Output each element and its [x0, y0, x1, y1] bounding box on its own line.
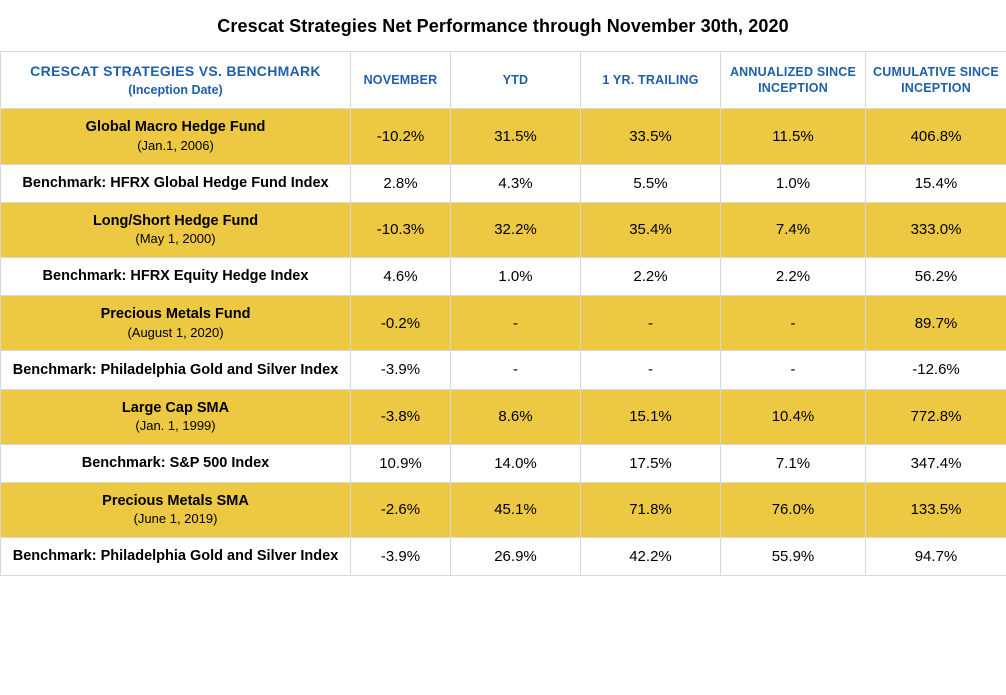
cell-annualized: 11.5%	[721, 109, 866, 164]
cell-1yr-trailing: -	[581, 351, 721, 389]
cell-ytd: 8.6%	[451, 389, 581, 444]
row-name	[1, 257, 351, 295]
cell-1yr-trailing: 5.5%	[581, 164, 721, 202]
column-header-strategy-label: CRESCAT STRATEGIES VS. BENCHMARK	[30, 63, 321, 79]
row-inception-date: (Jan. 1, 1999)	[135, 418, 216, 434]
cell-ytd: 31.5%	[451, 109, 581, 164]
row-name	[1, 202, 351, 257]
cell-cumulative: 772.8%	[866, 389, 1006, 444]
table-header	[1, 52, 1006, 109]
cell-1yr-trailing: 17.5%	[581, 444, 721, 482]
cell-november: -10.2%	[351, 109, 451, 164]
column-header-annualized-since-inception: ANNUALIZED SINCE INCEPTION	[721, 52, 866, 109]
cell-november: -2.6%	[351, 482, 451, 537]
cell-november: 4.6%	[351, 257, 451, 295]
row-name	[1, 538, 351, 576]
column-header-strategy	[1, 52, 351, 109]
cell-november: 2.8%	[351, 164, 451, 202]
cell-ytd: 32.2%	[451, 202, 581, 257]
table-row	[1, 538, 1006, 576]
cell-annualized: 7.4%	[721, 202, 866, 257]
cell-ytd: 1.0%	[451, 257, 581, 295]
cell-1yr-trailing: -	[581, 296, 721, 351]
row-name	[1, 389, 351, 444]
table-row	[1, 296, 1006, 351]
cell-november: -3.8%	[351, 389, 451, 444]
cell-annualized: 76.0%	[721, 482, 866, 537]
cell-annualized: -	[721, 296, 866, 351]
cell-annualized: 2.2%	[721, 257, 866, 295]
row-name	[1, 482, 351, 537]
cell-annualized: 10.4%	[721, 389, 866, 444]
cell-annualized: 7.1%	[721, 444, 866, 482]
table-row	[1, 202, 1006, 257]
table-row	[1, 482, 1006, 537]
cell-1yr-trailing: 35.4%	[581, 202, 721, 257]
row-name-label: Benchmark: S&P 500 Index	[81, 455, 270, 471]
table-body	[1, 109, 1006, 576]
row-name-label: Benchmark: HFRX Global Hedge Fund Index	[22, 174, 329, 191]
cell-1yr-trailing: 42.2%	[581, 538, 721, 576]
table-row	[1, 109, 1006, 164]
cell-cumulative: 94.7%	[866, 538, 1006, 576]
row-name-label: Benchmark: HFRX Equity Hedge Index	[42, 268, 309, 285]
column-header-november: NOVEMBER	[351, 52, 451, 109]
cell-cumulative: 406.8%	[866, 109, 1006, 164]
cell-1yr-trailing: 71.8%	[581, 482, 721, 537]
cell-november: -0.2%	[351, 296, 451, 351]
row-name	[1, 444, 351, 482]
cell-1yr-trailing: 33.5%	[581, 109, 721, 164]
row-name-label: Large Cap SMA	[121, 399, 230, 416]
cell-november: -3.9%	[351, 351, 451, 389]
row-inception-date: (August 1, 2020)	[127, 324, 224, 340]
row-name-label: Benchmark: Philadelphia Gold and Silver Index	[12, 548, 339, 565]
table-row	[1, 257, 1006, 295]
row-name-label: Precious Metals Fund	[100, 306, 251, 323]
column-header-strategy-sub: (Inception Date)	[128, 83, 223, 98]
cell-november: -10.3%	[351, 202, 451, 257]
cell-1yr-trailing: 15.1%	[581, 389, 721, 444]
row-name-label: Long/Short Hedge Fund	[92, 212, 259, 229]
row-inception-date: (June 1, 2019)	[133, 511, 218, 527]
cell-ytd: -	[451, 296, 581, 351]
column-header-cumulative-since-inception: CUMULATIVE SINCE INCEPTION	[866, 52, 1006, 109]
cell-cumulative: 333.0%	[866, 202, 1006, 257]
cell-cumulative: 15.4%	[866, 164, 1006, 202]
cell-ytd: -	[451, 351, 581, 389]
cell-ytd: 4.3%	[451, 164, 581, 202]
row-name	[1, 109, 351, 164]
column-header-ytd: YTD	[451, 52, 581, 109]
row-name	[1, 296, 351, 351]
row-inception-date: (Jan.1, 2006)	[137, 137, 214, 153]
cell-cumulative: 89.7%	[866, 296, 1006, 351]
cell-annualized: -	[721, 351, 866, 389]
cell-november: 10.9%	[351, 444, 451, 482]
cell-cumulative: 133.5%	[866, 482, 1006, 537]
cell-1yr-trailing: 2.2%	[581, 257, 721, 295]
cell-ytd: 14.0%	[451, 444, 581, 482]
cell-cumulative: 56.2%	[866, 257, 1006, 295]
cell-annualized: 55.9%	[721, 538, 866, 576]
cell-november: -3.9%	[351, 538, 451, 576]
table-row	[1, 164, 1006, 202]
cell-annualized: 1.0%	[721, 164, 866, 202]
row-name	[1, 351, 351, 389]
table-row	[1, 351, 1006, 389]
row-name-label: Global Macro Hedge Fund	[85, 119, 266, 136]
table-row	[1, 444, 1006, 482]
row-name-label: Precious Metals SMA	[102, 492, 249, 509]
page-title: Crescat Strategies Net Performance through November 30th, 2020	[217, 16, 789, 36]
cell-cumulative: 347.4%	[866, 444, 1006, 482]
cell-ytd: 26.9%	[451, 538, 581, 576]
performance-table	[0, 51, 1006, 576]
cell-cumulative: -12.6%	[866, 351, 1006, 389]
column-header-1yr-trailing: 1 YR. TRAILING	[581, 52, 721, 109]
row-inception-date: (May 1, 2000)	[135, 231, 216, 247]
table-header-row	[1, 52, 1006, 109]
row-name-label: Benchmark: Philadelphia Gold and Silver Index	[12, 361, 339, 378]
table-row	[1, 389, 1006, 444]
cell-ytd: 45.1%	[451, 482, 581, 537]
row-name	[1, 164, 351, 202]
